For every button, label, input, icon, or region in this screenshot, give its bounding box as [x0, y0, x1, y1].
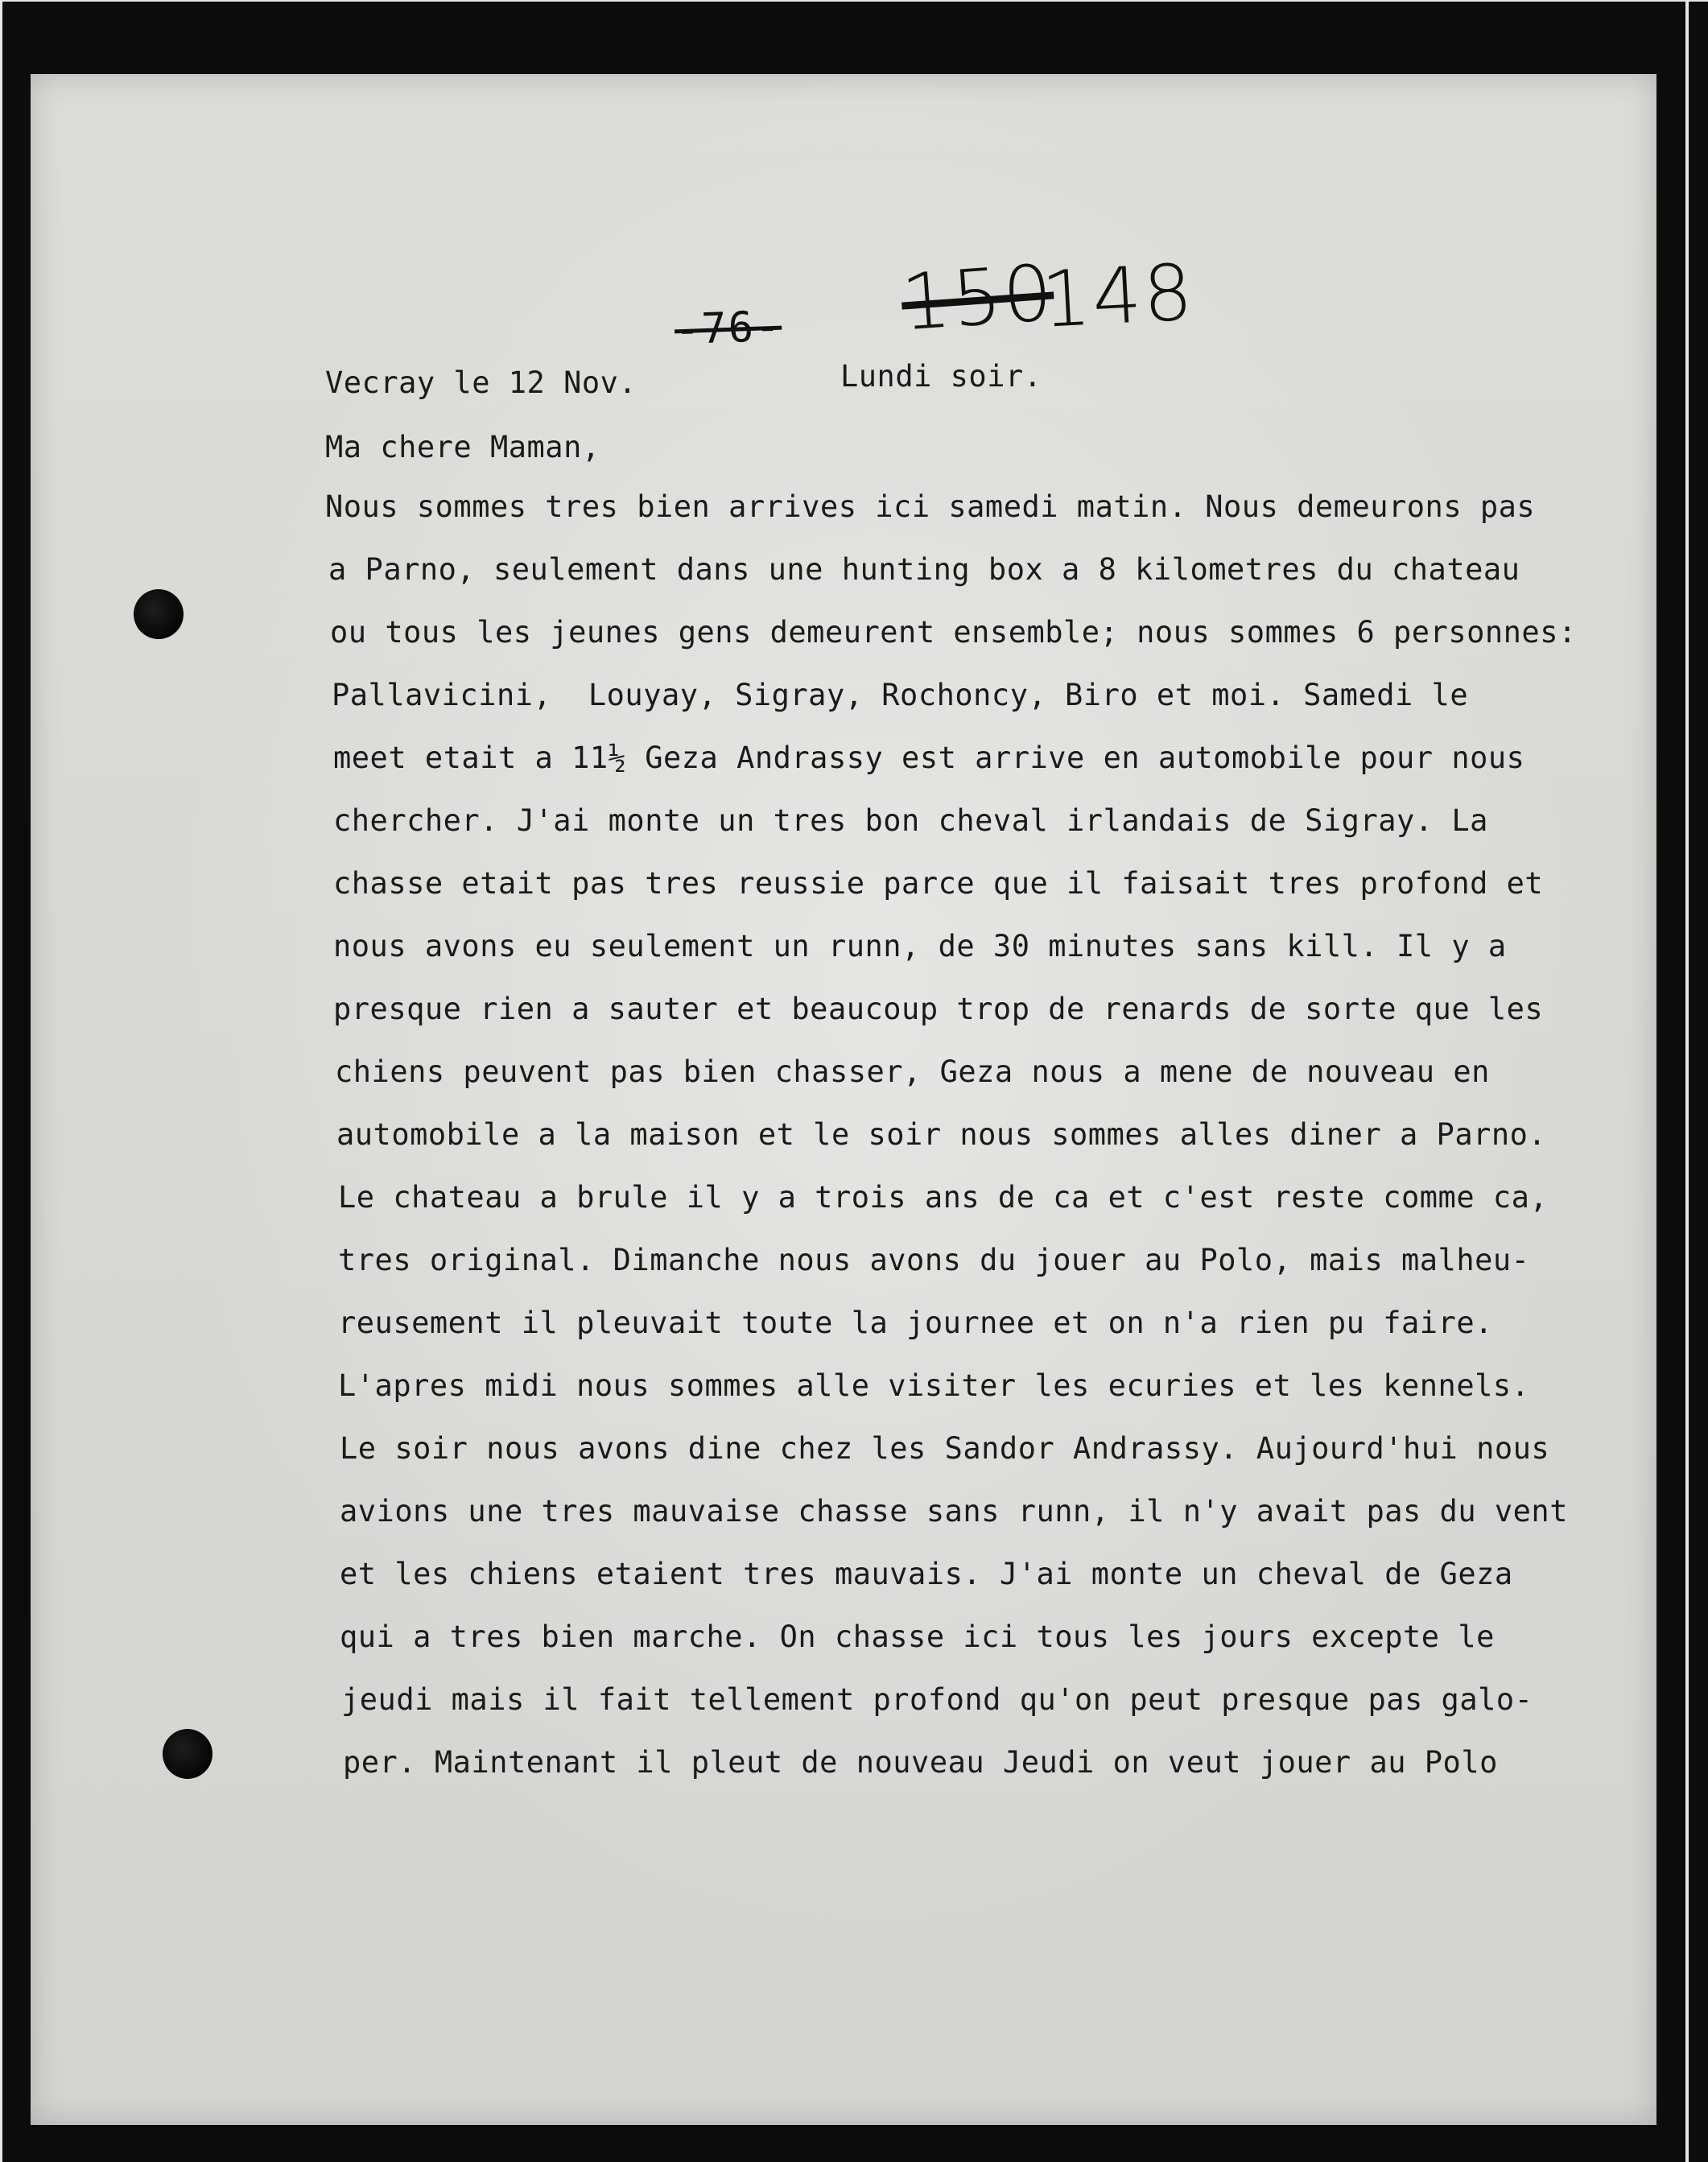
letter-line: chasse etait pas tres reussie parce que il faisait tres profond et: [333, 866, 1544, 901]
letter-line: ou tous les jeunes gens demeurent ensemble; nous sommes 6 personnes:: [330, 615, 1577, 650]
letter-line: reusement il pleuvait toute la journee et on n'a rien pu faire.: [338, 1306, 1493, 1340]
letter-line: chercher. J'ai monte un tres bon cheval irlandais de Sigray. La: [333, 803, 1488, 838]
letter-page: [31, 74, 1656, 2125]
letter-place-date: Vecray le 12 Nov.: [325, 365, 637, 400]
punch-hole-icon: [163, 1729, 212, 1779]
letter-line: nous avons eu seulement un runn, de 30 minutes sans kill. Il y a: [333, 929, 1507, 963]
letter-line: Pallavicini, Louyay, Sigray, Rochoncy, Biro et moi. Samedi le: [332, 678, 1469, 712]
letter-line: a Parno, seulement dans une hunting box a 8 kilometres du chateau: [328, 552, 1520, 587]
letter-line: et les chiens etaient tres mauvais. J'ai monte un cheval de Geza: [340, 1557, 1513, 1591]
handwritten-old-folio: 150: [898, 247, 1057, 349]
letter-line: meet etait a 11½ Geza Andrassy est arrive en automobile pour nous: [333, 741, 1525, 775]
film-frame-left: [0, 0, 2, 2162]
letter-day: Lundi soir.: [840, 359, 1042, 394]
letter-line: presque rien a sauter et beaucoup trop de renards de sorte que les: [333, 992, 1544, 1026]
letter-line: Le chateau a brule il y a trois ans de ca et c'est reste comme ca,: [338, 1180, 1549, 1215]
letter-line: L'apres midi nous sommes alle visiter les ecuries et les kennels.: [338, 1368, 1530, 1403]
letter-line: automobile a la maison et le soir nous sommes alles diner a Parno.: [336, 1117, 1547, 1152]
punch-hole-icon: [134, 589, 184, 639]
film-frame-right: [1685, 0, 1689, 2162]
typed-page-number: -76-: [673, 302, 783, 355]
letter-line: jeudi mais il fait tellement profond qu'on peut presque pas galo-: [341, 1682, 1533, 1717]
letter-line: avions une tres mauvaise chasse sans runn, il n'y avait pas du vent: [340, 1494, 1568, 1529]
film-frame-top: [0, 0, 1708, 2]
letter-line: chiens peuvent pas bien chasser, Geza nous a mene de nouveau en: [335, 1054, 1490, 1089]
handwritten-folio-number: 148: [1039, 247, 1197, 345]
letter-line: Le soir nous avons dine chez les Sandor Andrassy. Aujourd'hui nous: [340, 1431, 1550, 1466]
letter-line: per. Maintenant il pleut de nouveau Jeudi on veut jouer au Polo: [343, 1745, 1498, 1780]
letter-line: qui a tres bien marche. On chasse ici tous les jours excepte le: [340, 1619, 1495, 1654]
letter-line: Nous sommes tres bien arrives ici samedi matin. Nous demeurons pas: [325, 489, 1536, 524]
letter-line: tres original. Dimanche nous avons du jouer au Polo, mais malheu-: [338, 1243, 1530, 1277]
letter-salutation: Ma chere Maman,: [325, 430, 600, 464]
